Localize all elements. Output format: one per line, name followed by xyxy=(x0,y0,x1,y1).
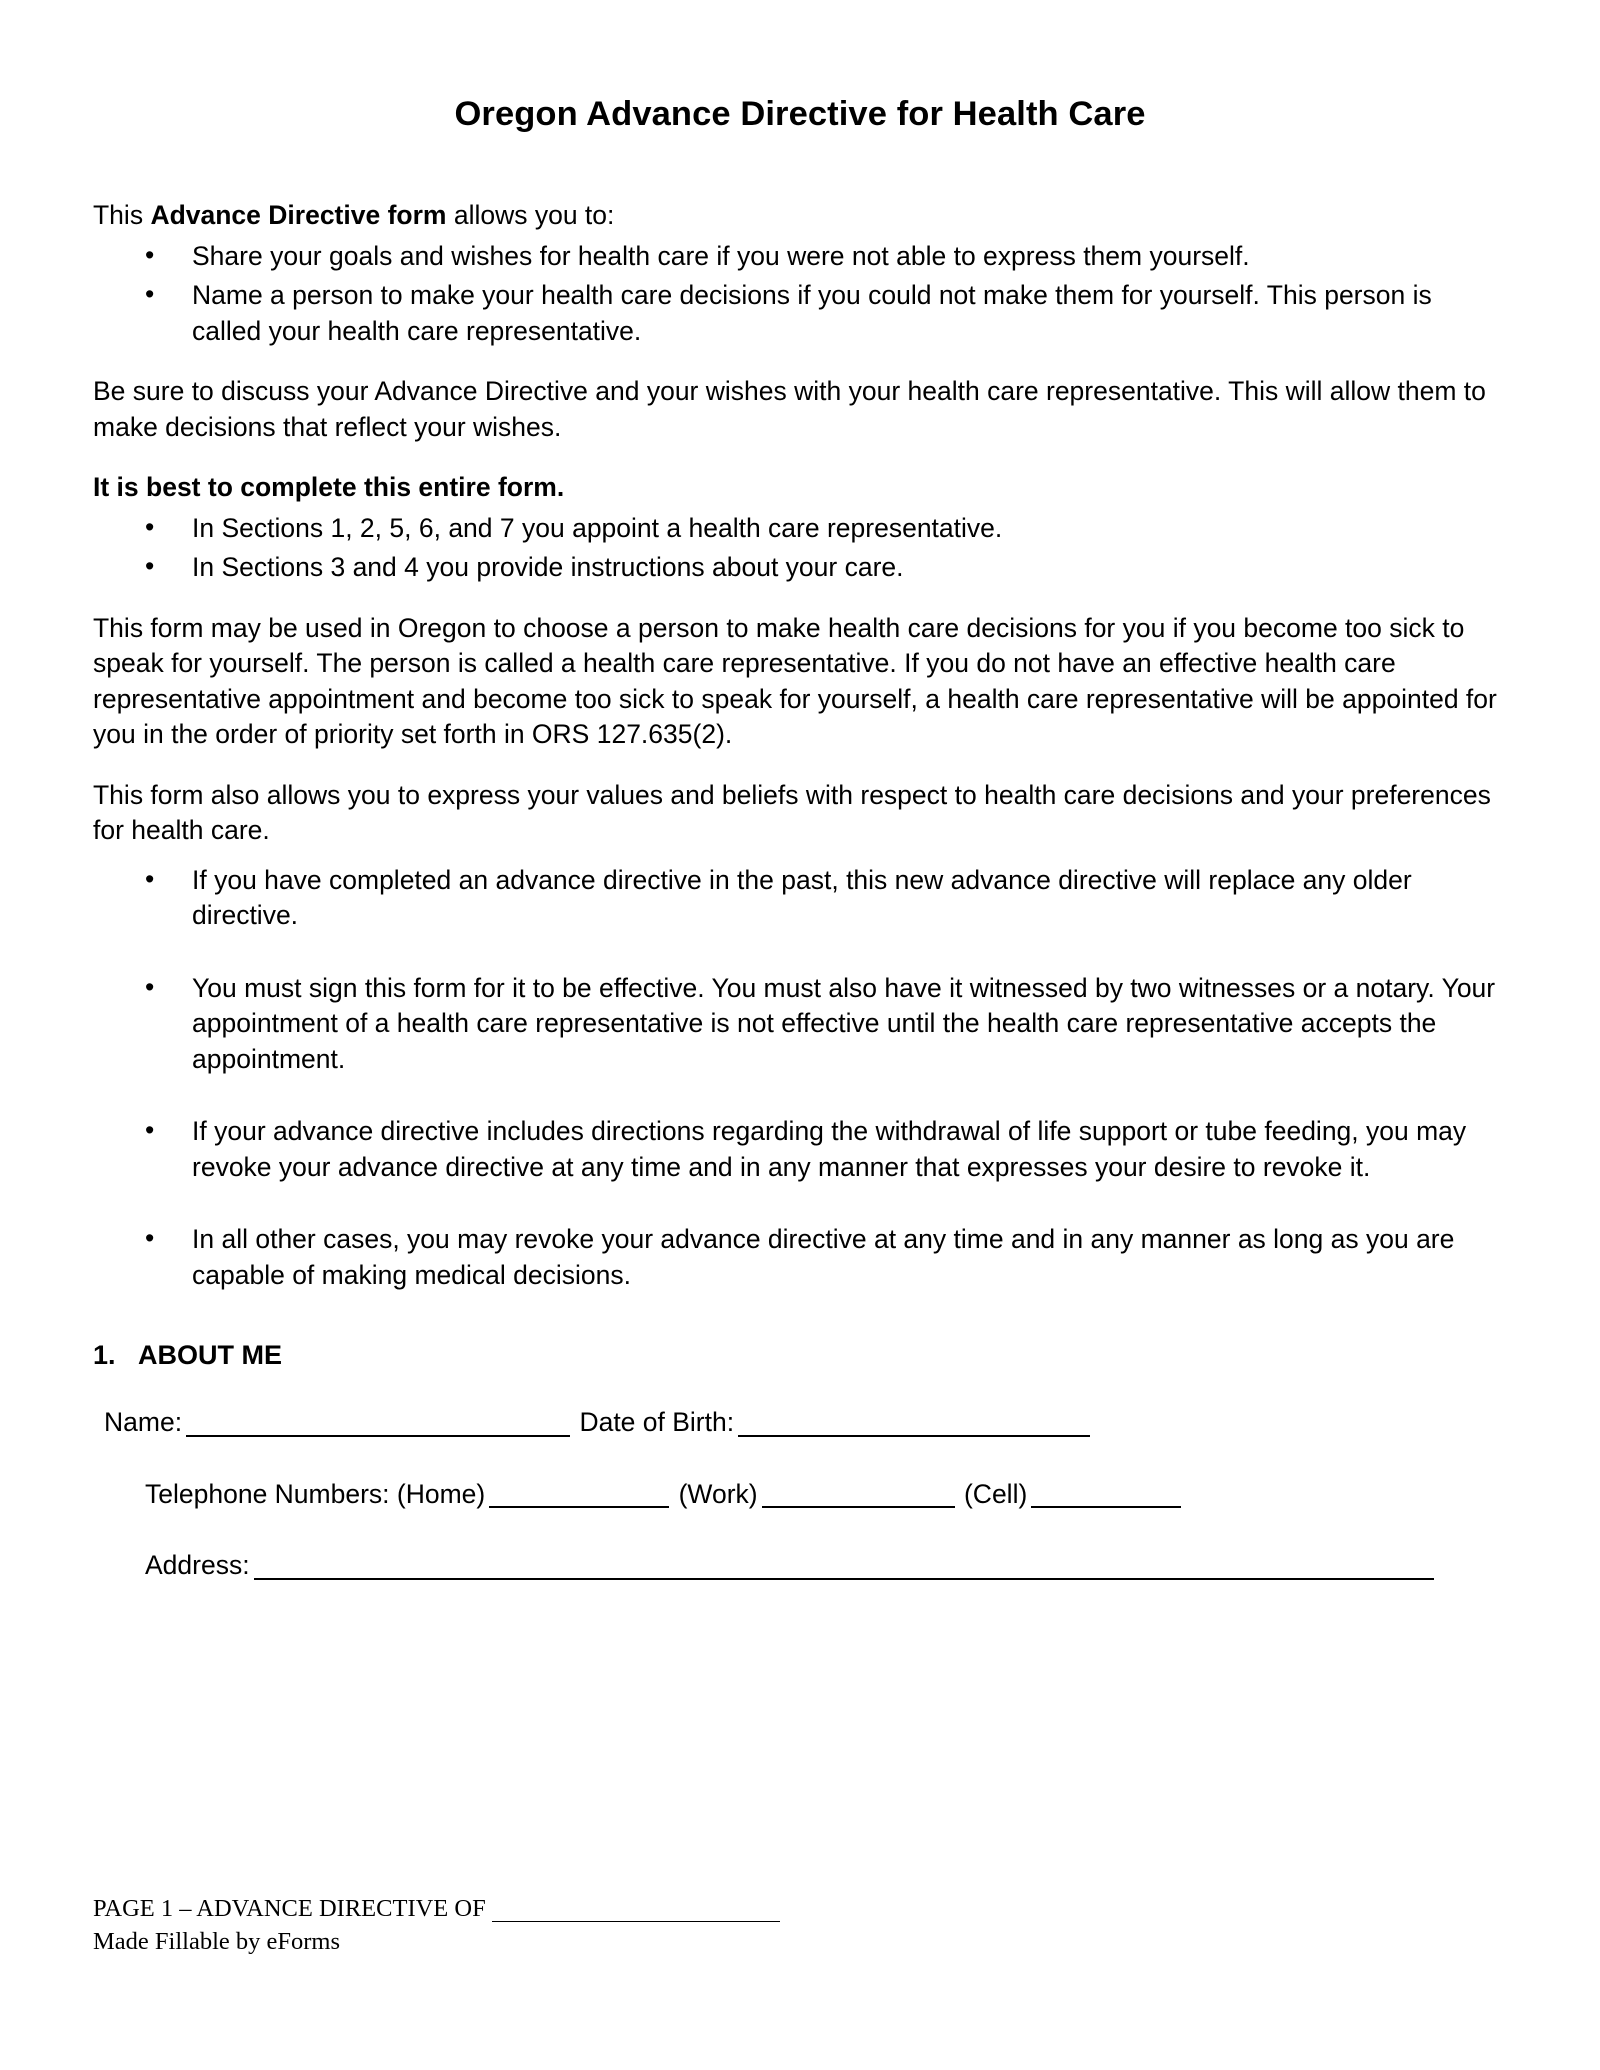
list-item: • Share your goals and wishes for health care if you were not able to express them yourself. xyxy=(93,239,1505,275)
address-row xyxy=(104,1548,1505,1584)
section-1-number: 1. xyxy=(93,1340,116,1370)
intro-lead-suffix: allows you to: xyxy=(446,200,615,230)
about-me-form xyxy=(93,1405,1505,1584)
footer-page-label: PAGE 1 – ADVANCE DIRECTIVE OF xyxy=(93,1895,486,1922)
intro-lead-paragraph xyxy=(93,198,1505,234)
name-dob-row xyxy=(104,1405,1505,1441)
list-item: • If your advance directive includes directions regarding the withdrawal of life support or tube feeding, you may revoke your advance directive at any time and in any manner that expresses your desire to revoke it. xyxy=(93,1114,1505,1185)
work-phone-input[interactable] xyxy=(762,1479,955,1508)
work-label: (Work) xyxy=(678,1478,758,1509)
intro-lead-bold: Advance Directive form xyxy=(150,200,447,230)
address-label: Address: xyxy=(145,1550,250,1580)
oregon-paragraph: This form may be used in Oregon to choose a person to make health care decisions for you if you become too sick to speak for yourself. The person is called a health care representative. If you do not have an effective health care representative appointment and become too sick to speak for yourself, a health care representative will be appointed for you in the order of priority set forth in ORS 127.635(2). xyxy=(93,612,1497,749)
discuss-paragraph: Be sure to discuss your Advance Directive and your wishes with your health care representative. This will allow them to make decisions that reflect your wishes. xyxy=(93,376,1486,442)
telephone-row xyxy=(104,1477,1505,1513)
intro-lead-prefix: This xyxy=(93,200,151,230)
list-item: • If you have completed an advance directive in the past, this new advance directive will replace any older directive. xyxy=(93,863,1505,934)
page-footer xyxy=(93,1892,1393,1958)
list-item: • In Sections 3 and 4 you provide instructions about your care. xyxy=(93,550,1505,586)
page-title: Oregon Advance Directive for Health Care xyxy=(454,95,1146,134)
cell-phone-input[interactable] xyxy=(1031,1479,1181,1508)
telephone-label: Telephone Numbers: (Home) xyxy=(145,1478,486,1509)
list-item: • In all other cases, you may revoke your advance directive at any time and in any manner as long as you are capable of making medical decisions. xyxy=(93,1222,1505,1293)
home-phone-input[interactable] xyxy=(489,1479,669,1508)
name-input[interactable] xyxy=(186,1408,570,1437)
date-of-birth-input[interactable] xyxy=(738,1408,1090,1437)
cell-label: (Cell) xyxy=(963,1478,1028,1509)
intro-bullet-list xyxy=(93,239,1505,350)
address-input[interactable] xyxy=(254,1551,1434,1580)
values-paragraph: This form also allows you to express your values and beliefs with respect to health care decisions and your preferences for health care. xyxy=(93,779,1491,845)
footer-page-line xyxy=(93,1892,1393,1925)
footer-credit: Made Fillable by eForms xyxy=(93,1928,341,1955)
list-item: • In Sections 1, 2, 5, 6, and 7 you appoint a health care representative. xyxy=(93,511,1505,547)
section-reference-bullet-list xyxy=(93,511,1505,586)
name-label: Name: xyxy=(104,1407,183,1437)
notice-bullet-list xyxy=(93,863,1505,1294)
section-1-heading xyxy=(93,1338,1505,1372)
date-of-birth-label: Date of Birth: xyxy=(579,1407,735,1437)
footer-directive-of-input[interactable] xyxy=(492,1899,780,1922)
section-1-title: ABOUT ME xyxy=(138,1340,282,1370)
best-complete-heading-text: It is best to complete this entire form. xyxy=(93,472,565,502)
list-item: • Name a person to make your health care decisions if you could not make them for yourself. This person is called your health care representative. xyxy=(93,278,1505,349)
best-complete-heading xyxy=(93,470,1505,506)
document-body xyxy=(93,198,1505,1584)
list-item: • You must sign this form for it to be effective. You must also have it witnessed by two witnesses or a notary. Your appointment of a health care representative is not effective until the health care representative accepts the appointment. xyxy=(93,971,1505,1078)
